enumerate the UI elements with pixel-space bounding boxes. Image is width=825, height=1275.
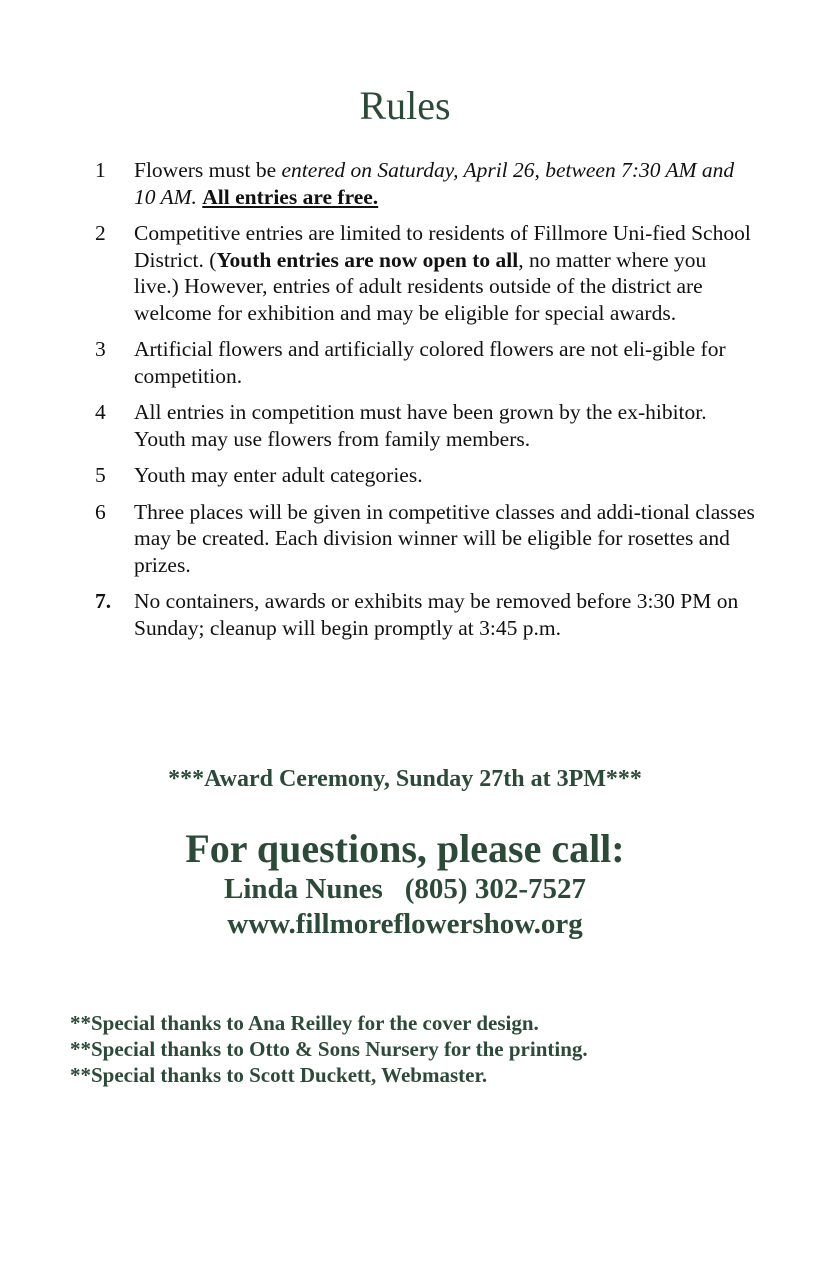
thanks-line: **Special thanks to Ana Reilley for the cover design. [70,1011,539,1035]
rule-number: 5 [95,463,106,487]
rule-number: 2 [95,221,106,245]
rule-item [95,336,755,389]
rule-text [134,588,755,641]
rule-item [95,220,755,326]
rule-number: 4 [95,400,106,424]
rule-text-segment: entered on Saturday, April 26, between 7:30 AM and 10 AM. [134,158,735,209]
rule-text [134,462,755,489]
rule-item [95,157,755,210]
rule-item [95,499,755,579]
contact-heading: For questions, please call: [185,826,625,871]
contact-block [0,826,810,942]
rule-item [95,399,755,452]
contact-website[interactable]: www.fillmoreflowershow.org [227,908,583,940]
rule-number: 6 [95,499,106,524]
page-title: Rules [359,83,451,128]
rule-text-segment: Artificial flowers and artificially colored flowers are not eli-gible for competition. [134,337,726,388]
rule-number: 1 [95,158,106,182]
rule-number: 7. [95,589,112,613]
special-thanks [70,1010,790,1088]
rule-text-segment: Youth entries are now open to all [216,247,519,272]
rule-item [95,588,755,641]
rule-text-segment: Youth may enter adult categories. [134,463,423,487]
rule-text [134,499,755,579]
rule-text-segment: All entries in competition must have been grown by the ex-hibitor. Youth may use flowers from family members. [134,400,707,451]
rule-text-segment: Three places will be given in competitive classes and addi-tional classes may be created. Each division winner will be eligible for rosettes and prizes. [134,499,755,577]
rule-text-segment: All entries are free. [202,184,379,209]
rule-text [134,336,755,389]
rule-text [134,220,755,326]
thanks-line: **Special thanks to Otto & Sons Nursery for the printing. [70,1037,588,1061]
rule-text-segment: Flowers must be [134,158,282,182]
rule-text-segment: , no matter where you live.) However, entries of adult residents outside of the district are welcome for exhibition and may be eligible for special awards. [134,247,707,325]
rule-text [134,157,755,210]
rule-item [95,462,755,489]
rule-text-segment: No containers, awards or exhibits may be removed before 3:30 PM on Sunday; cleanup will begin promptly at 3:45 p.m. [134,589,739,640]
contact-phone[interactable]: (805) 302-7527 [404,873,586,905]
rule-text-segment: Competitive entries are limited to residents of Fillmore Uni-fied School District. ( [134,221,751,272]
rule-number: 3 [95,337,106,361]
thanks-line: **Special thanks to Scott Duckett, Webmaster. [70,1063,488,1087]
contact-name-phone [0,872,810,907]
award-ceremony-notice: ***Award Ceremony, Sunday 27th at 3PM*** [168,766,642,792]
contact-name: Linda Nunes [224,873,383,905]
rules-list [95,157,755,651]
rule-text [134,399,755,452]
